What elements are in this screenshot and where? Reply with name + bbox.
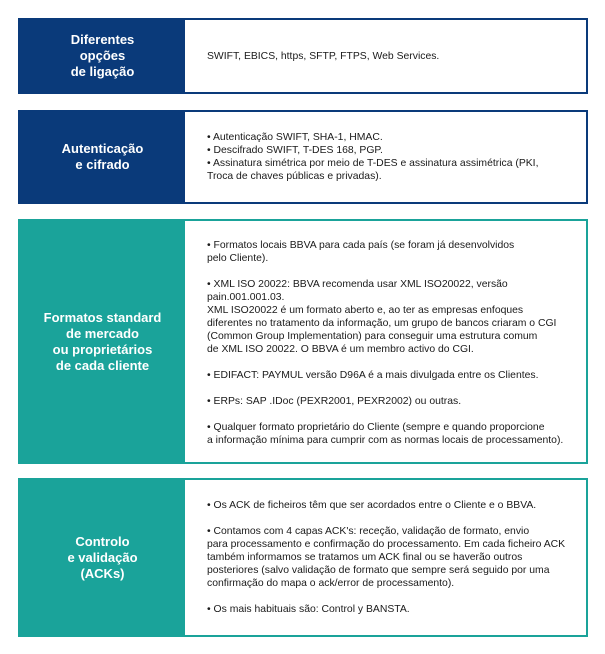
row-label [20, 480, 185, 635]
bullet-item: • XML ISO 20022: BBVA recomenda usar XML ISO20022, versão pain.001.001.03. XML ISO20022 é um formato aberto e, ao ter as empresas enfoques diferentes no tratamento da informação, um grupo de bancos criaram o CGI (Common Group Implementation) para conseguir uma estrutura comum de XML ISO 20022. O BBVA é um membro activo do CGI. [207, 278, 557, 355]
row-connection-options [18, 18, 588, 94]
row-control-validation [18, 478, 588, 637]
row-label [20, 221, 185, 462]
row-label-text: Diferentes opções de ligação [70, 32, 135, 79]
bullet-item: • Qualquer formato proprietário do Cliente (sempre e quando proporcione a informação mínima para cumprir com as normas locais de processamento). [207, 421, 564, 446]
row-content [185, 112, 586, 202]
bullet-item: • EDIFACT: PAYMUL versão D96A é a mais divulgada entre os Clientes. [207, 369, 539, 381]
bullet-item: • Autenticação SWIFT, SHA-1, HMAC. [207, 132, 383, 143]
bullet-item: • Formatos locais BBVA para cada país (se foram já desenvolvidos pelo Cliente). [207, 239, 515, 264]
row-formats [18, 219, 588, 464]
bullet-item: • Os mais habituais são: Control y BANSTA. [207, 604, 410, 615]
row-label-text: Formatos standard de mercado ou proprietários de cada cliente [43, 309, 162, 373]
row-label [20, 20, 185, 92]
row-content [185, 20, 586, 92]
bullet-item: • Descifrado SWIFT, T-DES 168, PGP. [207, 145, 383, 156]
row-content [185, 480, 586, 635]
bullet-item: • Assinatura simétrica por meio de T-DES e assinatura assimétrica (PKI, Troca de chaves públicas e privadas). [207, 158, 539, 182]
bullet-item: • Os ACK de ficheiros têm que ser acordados entre o Cliente e o BBVA. [207, 500, 537, 511]
row-label-text: Autenticação e cifrado [61, 141, 144, 172]
row-content [185, 221, 586, 462]
paragraph: SWIFT, EBICS, https, SFTP, FTPS, Web Services. [207, 50, 440, 62]
row-authentication [18, 110, 588, 204]
bullet-item: • Contamos com 4 capas ACK's: receção, validação de formato, envio para processamento e confirmação do processamento. Em cada ficheiro ACK também informamos se tratamos um ACK final ou se haverão outros posteriores (salvo validação de formato que sempre será seguido por uma confirmação do mapa o ack/error de processamento). [207, 526, 566, 589]
row-label-text: Controlo e validação (ACKs) [67, 533, 138, 581]
row-label [20, 112, 185, 202]
bullet-item: • ERPs: SAP .IDoc (PEXR2001, PEXR2002) ou outras. [207, 395, 462, 407]
